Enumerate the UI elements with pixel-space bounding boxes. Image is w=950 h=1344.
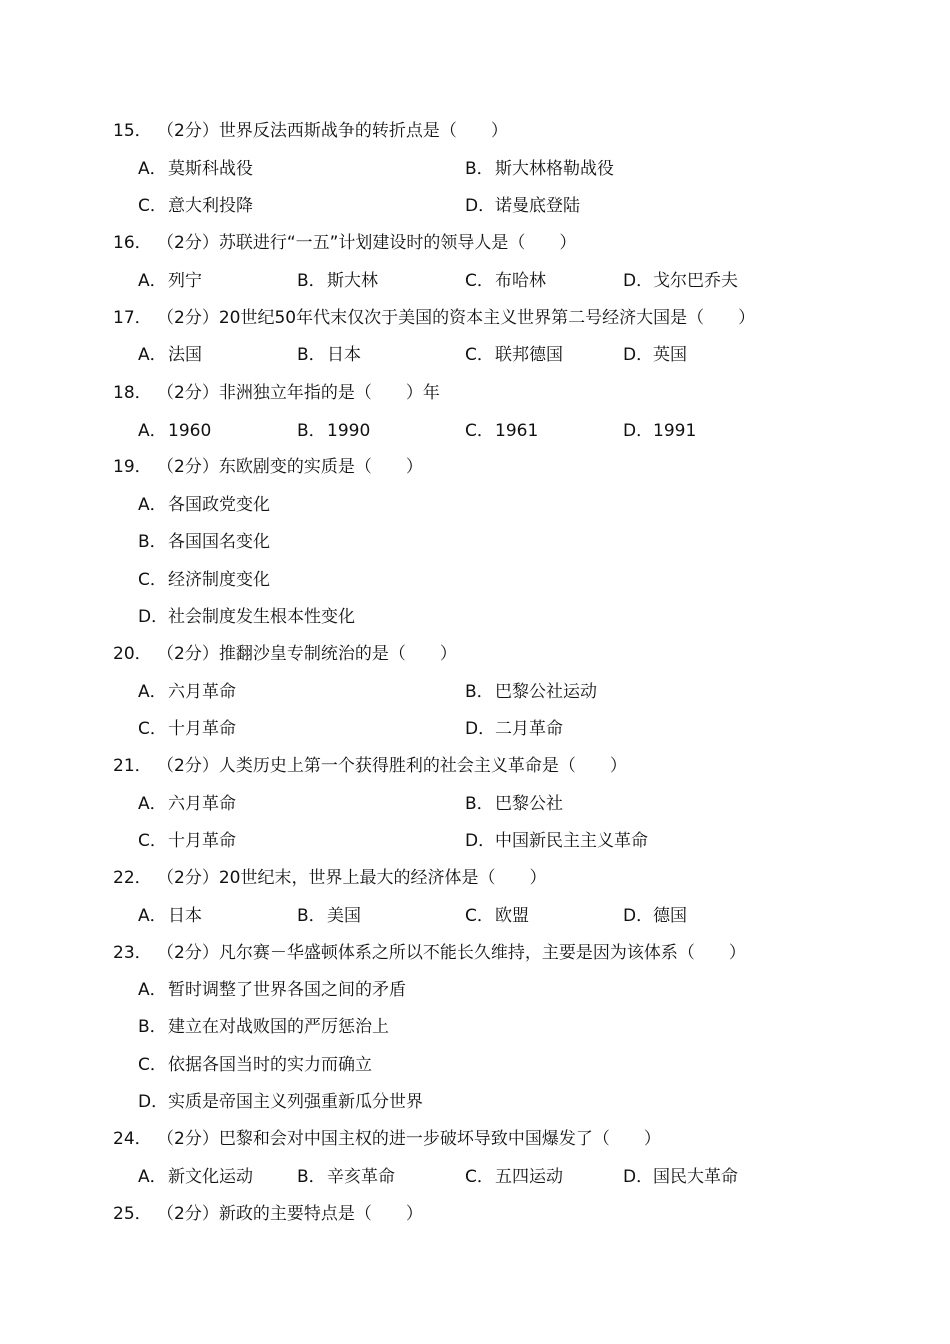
option-a	[138, 1163, 253, 1191]
option-c	[138, 566, 270, 594]
option-text: 斯大林格勒战役	[495, 159, 614, 179]
question-stem: （2分）非洲独立年指的是（ ）年	[157, 383, 440, 403]
option-letter: C．	[138, 196, 167, 216]
option-text: 诺曼底登陆	[495, 196, 580, 216]
option-c	[465, 341, 563, 369]
option-d	[623, 267, 738, 295]
option-text: 法国	[168, 345, 202, 365]
option-letter: A．	[138, 345, 167, 365]
question-number: 16．	[113, 233, 152, 253]
option-text: 依据各国当时的实力而确立	[168, 1055, 372, 1075]
option-text: 十月革命	[168, 831, 236, 851]
option-text: 德国	[653, 906, 687, 926]
option-c	[138, 1051, 372, 1079]
question-15	[113, 117, 508, 145]
option-letter: B．	[297, 906, 326, 926]
question-19	[113, 453, 423, 481]
option-c	[465, 902, 529, 930]
option-letter: D．	[465, 831, 496, 851]
option-letter: B．	[465, 682, 494, 702]
option-c	[465, 267, 546, 295]
question-number: 25．	[113, 1204, 152, 1224]
option-text: 实质是帝国主义列强重新瓜分世界	[168, 1092, 423, 1112]
option-c	[138, 715, 236, 743]
option-text: 社会制度发生根本性变化	[168, 607, 355, 627]
option-b	[297, 417, 370, 445]
option-text: 巴黎公社	[495, 794, 563, 814]
option-text: 斯大林	[327, 271, 378, 291]
option-letter: A．	[138, 495, 167, 515]
option-text: 建立在对战败国的严厉惩治上	[168, 1017, 389, 1037]
option-letter: A．	[138, 159, 167, 179]
question-stem: （2分）凡尔赛－华盛顿体系之所以不能长久维持，主要是因为该体系（ ）	[157, 943, 746, 963]
option-a	[138, 678, 236, 706]
option-letter: C．	[138, 831, 167, 851]
option-letter: A．	[138, 794, 167, 814]
option-text: 英国	[653, 345, 687, 365]
option-letter: B．	[465, 159, 494, 179]
option-b	[465, 155, 614, 183]
option-c	[138, 192, 253, 220]
option-letter: B．	[297, 345, 326, 365]
option-b	[297, 341, 361, 369]
question-18	[113, 379, 440, 407]
option-d	[465, 192, 580, 220]
question-number: 20．	[113, 644, 152, 664]
option-letter: D．	[465, 196, 496, 216]
option-text: 各国国名变化	[168, 532, 270, 552]
option-a	[138, 267, 202, 295]
option-letter: D．	[623, 906, 654, 926]
option-d	[138, 1088, 423, 1116]
option-letter: C．	[465, 421, 494, 441]
option-b	[297, 267, 378, 295]
option-a	[138, 341, 202, 369]
question-stem: （2分）20世纪末，世界上最大的经济体是（ ）	[157, 868, 547, 888]
option-text: 五四运动	[495, 1167, 563, 1187]
option-letter: B．	[138, 1017, 167, 1037]
option-d	[623, 902, 687, 930]
option-b	[297, 1163, 395, 1191]
option-text: 列宁	[168, 271, 202, 291]
option-letter: A．	[138, 271, 167, 291]
question-number: 19．	[113, 457, 152, 477]
option-text: 辛亥革命	[327, 1167, 395, 1187]
question-stem: （2分）推翻沙皇专制统治的是（ ）	[157, 644, 457, 664]
option-text: 戈尔巴乔夫	[653, 271, 738, 291]
option-d	[465, 827, 648, 855]
option-letter: B．	[465, 794, 494, 814]
option-c	[465, 417, 538, 445]
option-d	[623, 341, 687, 369]
option-letter: A．	[138, 906, 167, 926]
question-stem: （2分）人类历史上第一个获得胜利的社会主义革命是（ ）	[157, 756, 627, 776]
option-text: 经济制度变化	[168, 570, 270, 590]
question-stem: （2分）苏联进行“一五”计划建设时的领导人是（ ）	[157, 233, 577, 253]
question-stem: （2分）20世纪50年代末仅次于美国的资本主义世界第二号经济大国是（ ）	[157, 308, 756, 328]
option-text: 1991	[653, 421, 697, 441]
option-letter: C．	[138, 719, 167, 739]
question-20	[113, 640, 457, 668]
option-b	[138, 1013, 389, 1041]
option-text: 美国	[327, 906, 361, 926]
option-text: 布哈林	[495, 271, 546, 291]
option-d	[465, 715, 563, 743]
question-stem: （2分）世界反法西斯战争的转折点是（ ）	[157, 121, 508, 141]
option-letter: B．	[297, 271, 326, 291]
question-number: 17．	[113, 308, 152, 328]
option-text: 六月革命	[168, 682, 236, 702]
option-letter: A．	[138, 682, 167, 702]
option-b	[465, 790, 563, 818]
option-letter: C．	[465, 271, 494, 291]
option-letter: C．	[465, 345, 494, 365]
question-number: 23．	[113, 943, 152, 963]
option-d	[138, 603, 355, 631]
option-b	[297, 902, 361, 930]
question-number: 18．	[113, 383, 152, 403]
option-text: 二月革命	[495, 719, 563, 739]
option-text: 日本	[327, 345, 361, 365]
option-text: 十月革命	[168, 719, 236, 739]
option-letter: D．	[623, 1167, 654, 1187]
option-letter: D．	[138, 607, 169, 627]
option-text: 1960	[168, 421, 212, 441]
option-a	[138, 155, 253, 183]
question-24	[113, 1125, 661, 1153]
option-b	[465, 678, 597, 706]
option-text: 欧盟	[495, 906, 529, 926]
option-letter: B．	[138, 532, 167, 552]
option-letter: C．	[465, 906, 494, 926]
question-number: 24．	[113, 1129, 152, 1149]
option-a	[138, 976, 406, 1004]
option-text: 六月革命	[168, 794, 236, 814]
question-25	[113, 1200, 423, 1228]
option-letter: D．	[623, 421, 654, 441]
option-c	[465, 1163, 563, 1191]
option-text: 巴黎公社运动	[495, 682, 597, 702]
option-letter: C．	[138, 1055, 167, 1075]
question-stem: （2分）巴黎和会对中国主权的进一步破坏导致中国爆发了（ ）	[157, 1129, 661, 1149]
question-number: 15．	[113, 121, 152, 141]
option-letter: B．	[297, 421, 326, 441]
option-a	[138, 417, 211, 445]
option-letter: B．	[297, 1167, 326, 1187]
option-text: 意大利投降	[168, 196, 253, 216]
question-17	[113, 304, 755, 332]
option-text: 莫斯科战役	[168, 159, 253, 179]
option-letter: C．	[465, 1167, 494, 1187]
option-d	[623, 1163, 738, 1191]
option-text: 日本	[168, 906, 202, 926]
option-c	[138, 827, 236, 855]
option-text: 1990	[327, 421, 371, 441]
option-letter: C．	[138, 570, 167, 590]
question-22	[113, 864, 546, 892]
option-text: 1961	[495, 421, 539, 441]
option-b	[138, 528, 270, 556]
question-23	[113, 939, 746, 967]
option-a	[138, 491, 270, 519]
option-text: 各国政党变化	[168, 495, 270, 515]
option-letter: A．	[138, 1167, 167, 1187]
option-letter: D．	[623, 271, 654, 291]
option-text: 中国新民主主义革命	[495, 831, 648, 851]
question-stem: （2分）东欧剧变的实质是（ ）	[157, 457, 423, 477]
option-d	[623, 417, 696, 445]
option-letter: D．	[138, 1092, 169, 1112]
option-text: 暂时调整了世界各国之间的矛盾	[168, 980, 406, 1000]
question-number: 21．	[113, 756, 152, 776]
option-letter: D．	[623, 345, 654, 365]
option-letter: A．	[138, 421, 167, 441]
question-16	[113, 229, 576, 257]
option-text: 新文化运动	[168, 1167, 253, 1187]
option-text: 国民大革命	[653, 1167, 738, 1187]
option-a	[138, 790, 236, 818]
question-21	[113, 752, 627, 780]
option-a	[138, 902, 202, 930]
question-stem: （2分）新政的主要特点是（ ）	[157, 1204, 423, 1224]
option-letter: A．	[138, 980, 167, 1000]
option-letter: D．	[465, 719, 496, 739]
question-number: 22．	[113, 868, 152, 888]
option-text: 联邦德国	[495, 345, 563, 365]
